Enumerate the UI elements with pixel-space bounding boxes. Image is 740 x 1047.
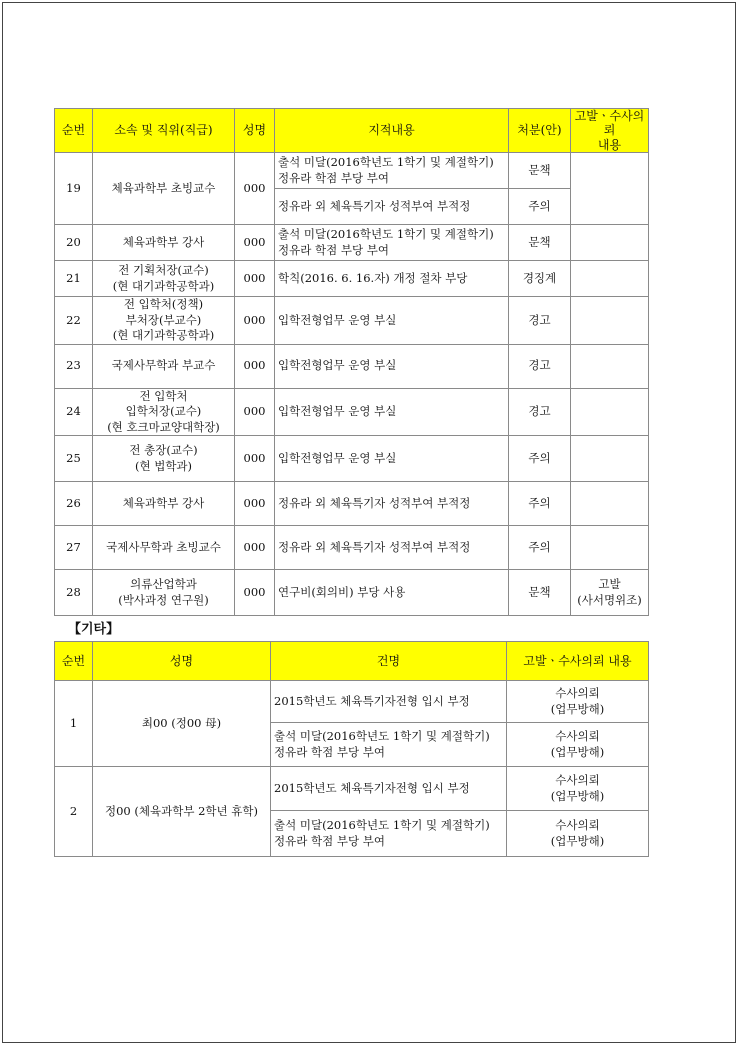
etc-row-accusation-line: 수사의뢰 [555, 685, 600, 700]
row-finding [275, 153, 509, 189]
row-name: 000 [235, 344, 275, 388]
etc-row-name: 정00 (체육과학부 2학년 휴학) [93, 767, 271, 857]
row-finding-line: 입학전형업무 운영 부실 [278, 451, 397, 465]
etc-row-case-line: 정유라 학점 부당 부여 [274, 833, 385, 848]
row-name: 000 [235, 225, 275, 261]
row-finding-line: 정유라 외 체육특기자 성적부여 부적정 [278, 198, 471, 213]
etc-row-accusation-line: 수사의뢰 [555, 728, 600, 743]
etc-row-accusation-line: 수사의뢰 [555, 817, 600, 832]
row-affiliation-line: 국제사무학과 부교수 [111, 358, 216, 373]
row-affiliation [93, 436, 235, 482]
row-number: 19 [55, 153, 93, 225]
row-name: 000 [235, 297, 275, 345]
row-accusation [571, 436, 649, 482]
row-affiliation-line: 체육과학부 초빙교수 [111, 180, 216, 195]
etc-row-case-line: 출석 미달(2016학년도 1학기 및 계절학기) [274, 817, 490, 832]
row-finding [275, 388, 509, 436]
table-row [55, 482, 649, 526]
row-disposition: 주의 [509, 482, 571, 526]
row-finding [275, 297, 509, 345]
row-finding [275, 482, 509, 526]
row-accusation [571, 526, 649, 570]
table-row [55, 261, 649, 297]
table-row [55, 570, 649, 616]
row-affiliation [93, 482, 235, 526]
table-row [55, 767, 649, 811]
etc-row-case-line: 2015학년도 체육특기자전형 입시 부정 [274, 693, 470, 708]
row-affiliation-line: 전 입학처(정책) [123, 297, 204, 312]
row-name: 000 [235, 526, 275, 570]
etc-row-accusation-line: (업무방해) [550, 701, 605, 716]
row-number: 25 [55, 436, 93, 482]
etc-header-name: 성명 [93, 642, 271, 681]
table-row [55, 344, 649, 388]
row-number: 26 [55, 482, 93, 526]
row-affiliation [93, 388, 235, 436]
row-finding-line: 정유라 외 체육특기자 성적부여 부적정 [278, 496, 471, 510]
row-finding [275, 261, 509, 297]
row-affiliation-line: (현 호크마교양대학장) [107, 419, 220, 434]
row-affiliation-line: 전 기획처장(교수) [118, 263, 209, 278]
row-affiliation [93, 570, 235, 616]
table-row [55, 297, 649, 345]
section-heading-etc: 【기타】 [68, 622, 120, 637]
header-name: 성명 [235, 109, 275, 153]
row-finding-line: 출석 미달(2016학년도 1학기 및 계절학기) [278, 155, 494, 170]
row-name: 000 [235, 482, 275, 526]
row-disposition: 주의 [509, 526, 571, 570]
row-accusation [571, 297, 649, 345]
table-row [55, 436, 649, 482]
row-finding-line: 입학전형업무 운영 부실 [278, 358, 397, 373]
etc-row-case [271, 811, 507, 857]
row-affiliation-line: 체육과학부 강사 [122, 234, 205, 249]
row-affiliation [93, 526, 235, 570]
row-affiliation-line: 의류산업학과 [130, 577, 197, 592]
etc-row-case-line: 정유라 학점 부당 부여 [274, 744, 385, 759]
row-affiliation-line: (박사과정 연구원) [118, 592, 209, 607]
row-disposition: 문책 [509, 225, 571, 261]
row-finding-line: 정유라 외 체육특기자 성적부여 부적정 [278, 540, 471, 554]
etc-row-case [271, 767, 507, 811]
row-affiliation-line: 전 입학처 [139, 388, 188, 403]
row-name: 000 [235, 388, 275, 436]
row-disposition: 경고 [509, 388, 571, 436]
etc-row-accusation [507, 723, 649, 767]
row-accusation [571, 225, 649, 261]
row-accusation [571, 261, 649, 297]
etc-row-number: 2 [55, 767, 93, 857]
etc-header-row [55, 642, 649, 681]
row-affiliation [93, 344, 235, 388]
row-finding [275, 225, 509, 261]
header-accusation [571, 109, 649, 153]
table-row [55, 388, 649, 436]
etc-row-accusation-line: (업무방해) [550, 744, 605, 759]
etc-row-accusation [507, 681, 649, 723]
row-finding-line: 정유라 학점 부당 부여 [278, 242, 389, 257]
row-disposition: 주의 [509, 189, 571, 225]
row-finding-line: 연구비(회의비) 부당 사용 [278, 585, 406, 599]
row-affiliation [93, 297, 235, 345]
row-finding-line: 입학전형업무 운영 부실 [278, 404, 397, 419]
row-affiliation-line: 전 총장(교수) [129, 443, 198, 458]
row-disposition: 경고 [509, 344, 571, 388]
etc-row-accusation-line: 수사의뢰 [555, 772, 600, 787]
etc-row-case-line: 2015학년도 체육특기자전형 입시 부정 [274, 780, 470, 795]
row-number: 23 [55, 344, 93, 388]
row-name: 000 [235, 570, 275, 616]
row-affiliation [93, 261, 235, 297]
row-number: 21 [55, 261, 93, 297]
header-disposition: 처분(안) [509, 109, 571, 153]
etc-row-accusation [507, 767, 649, 811]
etc-row-accusation-line: (업무방해) [550, 833, 605, 848]
row-accusation [571, 388, 649, 436]
etc-row-number: 1 [55, 681, 93, 767]
row-affiliation [93, 153, 235, 225]
row-affiliation-line: 국제사무학과 초빙교수 [106, 540, 221, 554]
header-affiliation: 소속 및 직위(직급) [93, 109, 235, 153]
table-row [55, 526, 649, 570]
header-accusation-line2: 내용 [597, 137, 622, 152]
row-affiliation-line: 체육과학부 강사 [122, 496, 205, 510]
table-header-row [55, 109, 649, 153]
row-finding [275, 436, 509, 482]
row-accusation-line: (사서명위조) [577, 592, 642, 607]
row-finding [275, 344, 509, 388]
table-row [55, 681, 649, 723]
row-disposition: 경고 [509, 297, 571, 345]
row-affiliation-line: (현 대기과학공학과) [112, 278, 215, 293]
etc-table-body [55, 681, 649, 857]
etc-row-accusation [507, 811, 649, 857]
row-affiliation-line: 부처장(부교수) [125, 312, 202, 327]
etc-header-case: 건명 [271, 642, 507, 681]
row-affiliation [93, 225, 235, 261]
etc-row-case [271, 723, 507, 767]
row-disposition: 문책 [509, 153, 571, 189]
row-accusation-line: 고발 [598, 577, 621, 592]
etc-table [54, 641, 649, 857]
header-accusation-line1: 고발ㆍ수사의뢰 [574, 109, 645, 138]
row-finding [275, 570, 509, 616]
etc-row-case [271, 681, 507, 723]
etc-row-name: 최00 (정00 母) [93, 681, 271, 767]
disciplinary-table [54, 108, 649, 616]
row-accusation [571, 344, 649, 388]
etc-row-accusation-line: (업무방해) [550, 788, 605, 803]
table-row [55, 225, 649, 261]
table-row [55, 153, 649, 189]
row-name: 000 [235, 153, 275, 225]
etc-header-no: 순번 [55, 642, 93, 681]
row-name: 000 [235, 261, 275, 297]
header-no: 순번 [55, 109, 93, 153]
row-name: 000 [235, 436, 275, 482]
row-affiliation-line: (현 대기과학공학과) [112, 328, 215, 343]
row-finding-line: 출석 미달(2016학년도 1학기 및 계절학기) [278, 227, 494, 242]
row-finding-line: 정유라 학점 부당 부여 [278, 170, 389, 185]
row-affiliation-line: (현 법학과) [134, 458, 193, 473]
row-number: 27 [55, 526, 93, 570]
etc-row-case-line: 출석 미달(2016학년도 1학기 및 계절학기) [274, 728, 490, 743]
row-number: 20 [55, 225, 93, 261]
row-number: 28 [55, 570, 93, 616]
row-disposition: 경징계 [509, 261, 571, 297]
row-number: 24 [55, 388, 93, 436]
row-accusation [571, 153, 649, 225]
row-accusation [571, 482, 649, 526]
disciplinary-table-body [55, 153, 649, 616]
row-finding-line: 입학전형업무 운영 부실 [278, 312, 397, 327]
row-finding [275, 189, 509, 225]
etc-header-accusation: 고발ㆍ수사의뢰 내용 [507, 642, 649, 681]
row-accusation [571, 570, 649, 616]
row-finding-line: 학칙(2016. 6. 16.자) 개정 절차 부당 [278, 270, 468, 285]
row-disposition: 주의 [509, 436, 571, 482]
row-affiliation-line: 입학처장(교수) [125, 404, 202, 419]
row-number: 22 [55, 297, 93, 345]
header-findings: 지적내용 [275, 109, 509, 153]
row-disposition: 문책 [509, 570, 571, 616]
row-finding [275, 526, 509, 570]
